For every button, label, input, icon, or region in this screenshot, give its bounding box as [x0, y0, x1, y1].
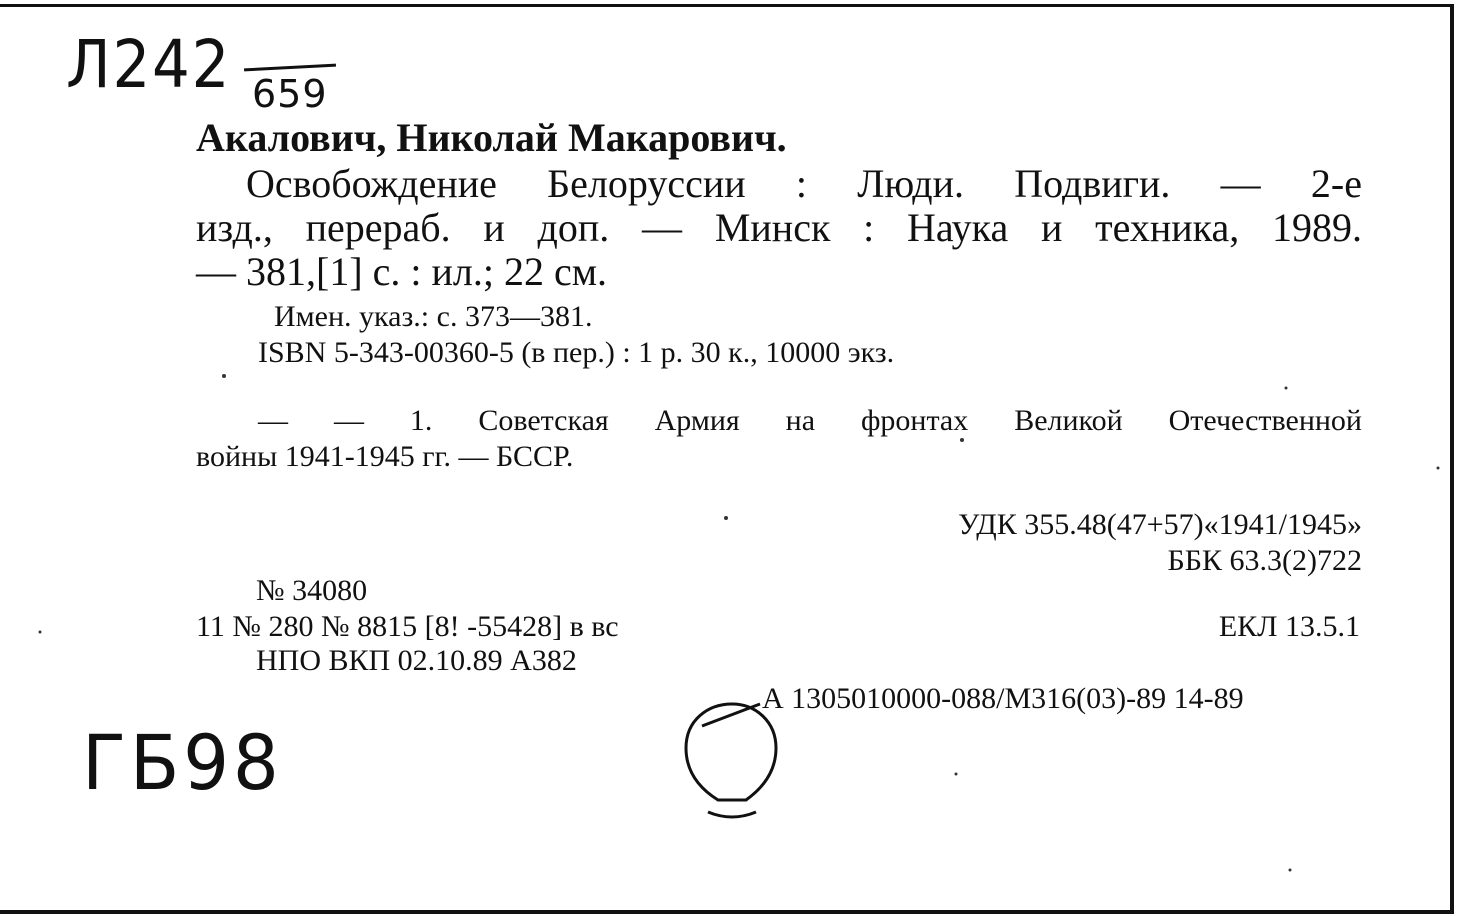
publication-code: А 1305010000-088/М316(03)-89 14-89 [762, 682, 1244, 715]
udk-classification: УДК 355.48(47+57)«1941/1945» [958, 508, 1362, 541]
order-line: 11 № 280 № 8815 [8! -55428] в вс [196, 610, 619, 643]
handwritten-bottom-mark: ГБ98 [82, 718, 283, 807]
handwritten-number: 659 [252, 72, 328, 116]
subject-line-1: — — 1. Советская Армия на фронтах Великой Отечественной [258, 404, 1362, 437]
author-heading: Акалович, Николай Макарович. [196, 115, 787, 160]
handwritten-shelfmark: Л242 [66, 26, 232, 103]
ekl-code: ЕКЛ 13.5.1 [1218, 610, 1360, 643]
title-line-1: Освобождение Белоруссии : Люди. Подвиги. — 2-е [246, 161, 1362, 206]
bbk-classification: ББК 63.3(2)722 [1167, 544, 1362, 577]
isbn-line: ISBN 5-343-00360-5 (в пер.) : 1 р. 30 к., 10000 экз. [258, 336, 895, 369]
card-number: № 34080 [256, 574, 368, 607]
index-note: Имен. указ.: с. 373—381. [274, 300, 593, 333]
title-line-3: — 381,[1] с. : ил.; 22 см. [196, 249, 608, 294]
npo-line: НПО ВКП 02.10.89 А382 [256, 644, 577, 677]
title-line-2: изд., перераб. и доп. — Минск : Наука и техника, 1989. [196, 205, 1362, 250]
subject-line-2: войны 1941-1945 гг. — БССР. [196, 440, 574, 473]
